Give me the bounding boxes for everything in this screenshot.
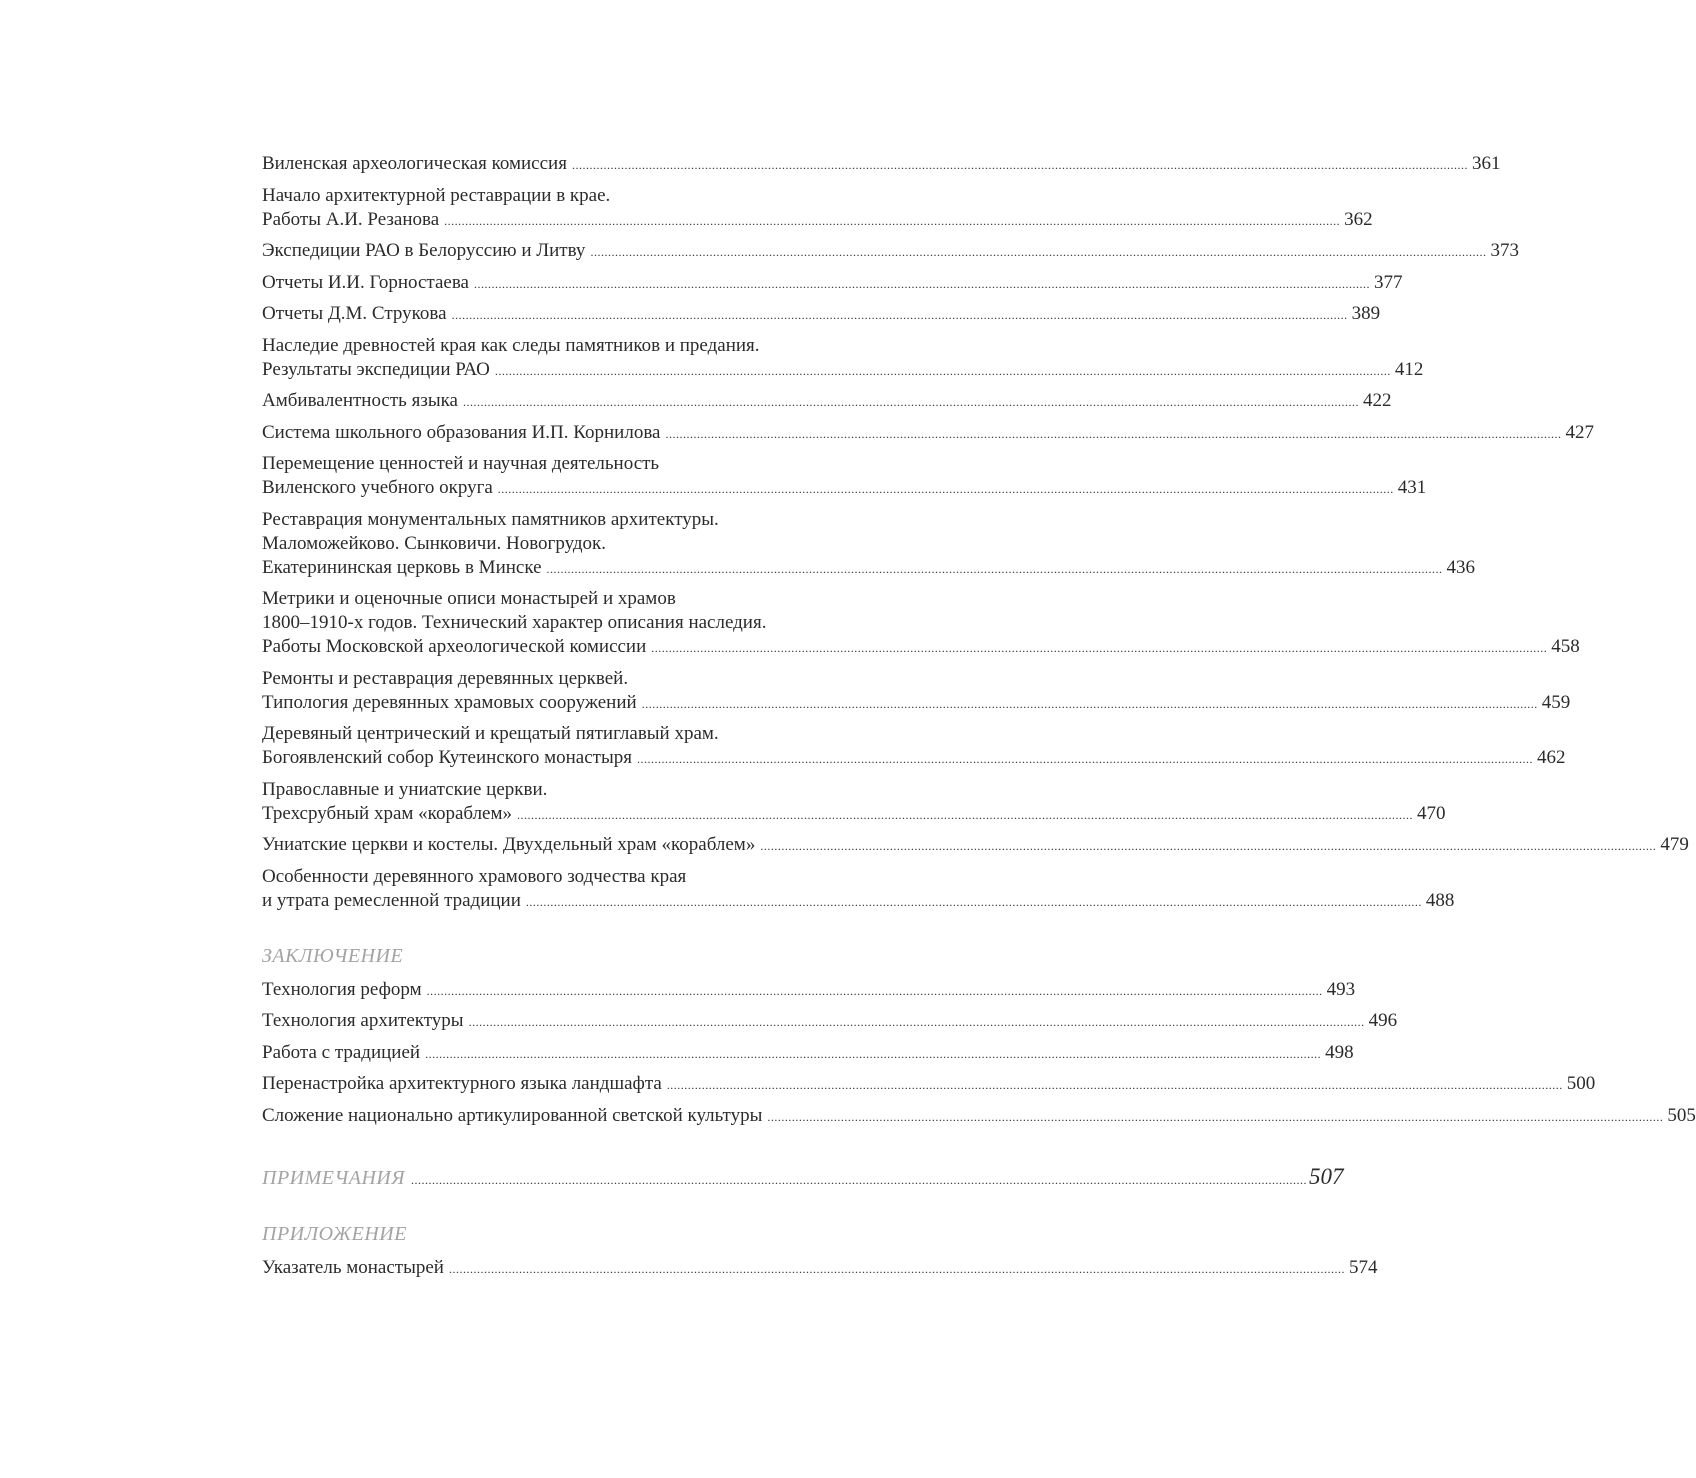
toc-entry-last-line <box>262 635 1580 660</box>
toc-entry-title-line: Метрики и оценочные описи монастырей и храмов <box>262 588 676 609</box>
toc-entry-title-line: Ремонты и реставрация деревянных церквей. <box>262 667 629 689</box>
page-number: 458 <box>1551 636 1580 657</box>
dot-leader <box>427 979 1323 1003</box>
toc-entry[interactable] <box>262 452 1427 501</box>
toc-entry-title-line: Результаты экспедиции РАО <box>262 358 490 380</box>
page-number: 500 <box>1566 1073 1596 1094</box>
toc-entry-title-line: Отчеты Д.М. Струкова <box>262 303 447 324</box>
toc-entry-notes[interactable] <box>262 1163 1344 1192</box>
toc-entry-last-line <box>262 208 1373 233</box>
dot-leader <box>498 477 1394 501</box>
page-number: 389 <box>1351 303 1381 324</box>
section-heading-conclusion: ЗАКЛЮЧЕНИЕ <box>262 944 404 967</box>
toc-entry-last-line <box>262 978 1356 1003</box>
toc-entry[interactable] <box>262 722 1566 771</box>
toc-entry[interactable] <box>262 778 1446 827</box>
dot-leader <box>760 834 1656 858</box>
toc-entry[interactable] <box>262 833 1689 858</box>
toc-entry-title-line: Екатерининская церковь в Минске <box>262 556 542 578</box>
section-heading-appendix: ПРИЛОЖЕНИЕ <box>262 1222 407 1245</box>
dot-leader <box>469 1010 1365 1034</box>
dot-leader <box>572 153 1468 177</box>
toc-entry[interactable] <box>262 152 1501 177</box>
toc-entry-title-line: Деревяный центрический и крещатый пятиглавый храм. <box>262 723 719 744</box>
toc-entry-title-line: Система школьного образования И.П. Корнилова <box>262 421 661 443</box>
toc-entry-title-line: Трехсрубный храм «кораблем» <box>262 802 513 824</box>
toc-entry-title-line: Технология реформ <box>262 978 422 1000</box>
dot-leader <box>425 1042 1321 1066</box>
dot-leader <box>452 303 1348 327</box>
toc-entry-title-line: Маломожейково. Сынковичи. Новогрудок. <box>262 532 607 554</box>
page-number: 470 <box>1417 802 1446 824</box>
page-number: 493 <box>1326 978 1356 1000</box>
toc-entry-title-line: 1800–1910-х годов. Технический характер описания наследия. <box>262 612 767 633</box>
page-number: 422 <box>1362 390 1392 411</box>
toc-entry[interactable] <box>262 421 1594 446</box>
toc-entry-title-line: и утрата ремесленной традиции <box>262 889 521 911</box>
toc-group-conclusion <box>262 978 1696 1129</box>
toc-entry-title-line: Экспедиции РАО в Белоруссию и Литву <box>262 240 586 261</box>
toc-entry[interactable] <box>262 1256 1378 1281</box>
toc-entry-title-line: Особенности деревянного храмового зодчества края <box>262 865 687 887</box>
page-number: 574 <box>1348 1256 1378 1278</box>
page-number: 431 <box>1397 477 1427 498</box>
toc-entry-title-line: Работа с традицией <box>262 1041 421 1063</box>
dot-leader <box>474 272 1370 296</box>
toc-entry-last-line <box>262 1072 1596 1097</box>
toc-group-main <box>262 152 1689 914</box>
toc-entry-title-line: Униатские церкви и костелы. Двухдельный храм «кораблем» <box>262 834 756 855</box>
toc-entry-last-line <box>262 389 1392 414</box>
toc-entry-last-line <box>262 239 1519 264</box>
dot-leader <box>444 209 1340 233</box>
toc-entry-title-line: Виленская археологическая комиссия <box>262 153 567 174</box>
page-number: 479 <box>1660 834 1689 855</box>
toc-entry[interactable] <box>262 1104 1696 1129</box>
dot-leader <box>642 692 1538 716</box>
page-number: 507 <box>1309 1163 1344 1189</box>
toc-group-appendix <box>262 1256 1378 1281</box>
toc-entry-last-line <box>262 1256 1378 1281</box>
dot-leader <box>590 240 1486 264</box>
toc-entry-title-line: Амбивалентность языка <box>262 390 458 411</box>
page-number: 488 <box>1425 889 1455 911</box>
section-heading-notes: ПРИМЕЧАНИЯ <box>262 1166 406 1189</box>
dot-leader <box>495 359 1391 383</box>
toc-entry[interactable] <box>262 302 1381 327</box>
page-number: 373 <box>1490 240 1519 261</box>
toc-entry-title-line: Богоявленский собор Кутеинского монастыря <box>262 747 632 768</box>
dot-leader <box>517 803 1413 827</box>
toc-entry[interactable] <box>262 667 1571 716</box>
dot-leader <box>667 1073 1563 1097</box>
toc-entry-title-line: Начало архитектурной реставрации в крае. <box>262 184 611 206</box>
dot-leader <box>767 1105 1663 1129</box>
page-number: 377 <box>1373 271 1403 293</box>
dot-leader <box>547 557 1443 581</box>
toc-entry-title-line: Типология деревянных храмовых сооружений <box>262 691 637 713</box>
toc-entry-title-line: Работы Московской археологической комиссии <box>262 636 647 657</box>
toc-entry[interactable] <box>262 1072 1596 1097</box>
toc-entry[interactable] <box>262 978 1356 1003</box>
page-number: 427 <box>1565 421 1594 443</box>
toc-entry[interactable] <box>262 865 1455 914</box>
toc-entry-last-line <box>262 358 1424 383</box>
page-number: 462 <box>1536 747 1566 768</box>
toc-entry-title-line: Отчеты И.И. Горностаева <box>262 271 469 293</box>
toc-entry-last-line <box>262 302 1381 327</box>
page-number: 362 <box>1344 208 1373 230</box>
page-number: 436 <box>1446 556 1476 578</box>
toc-entry[interactable] <box>262 508 1476 581</box>
toc-entry[interactable] <box>262 239 1519 264</box>
dot-leader <box>665 422 1561 446</box>
toc-entry-last-line <box>262 833 1689 858</box>
toc-entry-title-line: Перемещение ценностей и научная деятельность <box>262 453 660 474</box>
dot-leader <box>526 890 1422 914</box>
toc-entry-title-line: Реставрация монументальных памятников архитектуры. <box>262 508 719 530</box>
toc-entry[interactable] <box>262 271 1403 296</box>
page-number: 459 <box>1541 691 1571 713</box>
toc-entry-title-line: Наследие древностей края как следы памятников и предания. <box>262 334 760 356</box>
dot-leader <box>463 390 1359 414</box>
toc-entry-last-line <box>262 889 1455 914</box>
toc-entry-last-line <box>262 271 1403 296</box>
dot-leader <box>411 1168 1307 1192</box>
toc-entry-last-line <box>262 556 1476 581</box>
toc-entry-title-line: Православные и униатские церкви. <box>262 778 548 800</box>
toc-entry[interactable] <box>262 389 1392 414</box>
toc-entry-last-line <box>262 1104 1696 1129</box>
dot-leader <box>449 1257 1345 1281</box>
toc-entry-title-line: Перенастройка архитектурного языка ландшафта <box>262 1073 662 1094</box>
toc-entry-title-line: Указатель монастырей <box>262 1256 444 1278</box>
page-number: 496 <box>1368 1010 1398 1031</box>
toc-entry[interactable] <box>262 334 1424 383</box>
toc-entry-last-line <box>262 1009 1398 1034</box>
toc-entry[interactable] <box>262 587 1580 660</box>
toc-entry[interactable] <box>262 1009 1398 1034</box>
page-number: 412 <box>1394 358 1424 380</box>
toc-entry[interactable] <box>262 1041 1354 1066</box>
toc-entry-last-line <box>262 746 1566 771</box>
toc-entry[interactable] <box>262 184 1373 233</box>
toc-entry-title-line: Сложение национально артикулированной светской культуры <box>262 1104 763 1126</box>
toc-entry-last-line <box>262 802 1446 827</box>
toc-entry-last-line <box>262 691 1571 716</box>
toc-entry-title-line: Виленского учебного округа <box>262 477 493 498</box>
dot-leader <box>651 636 1547 660</box>
page-number: 361 <box>1471 153 1501 174</box>
toc-entry-title-line: Технология архитектуры <box>262 1010 464 1031</box>
page-number: 505 <box>1667 1104 1696 1126</box>
toc-entry-title-line: Работы А.И. Резанова <box>262 208 440 230</box>
toc-entry-last-line <box>262 152 1501 177</box>
dot-leader <box>637 747 1533 771</box>
toc-entry-last-line <box>262 476 1427 501</box>
toc-entry-last-line <box>262 421 1594 446</box>
page-number: 498 <box>1325 1041 1354 1063</box>
table-of-contents <box>262 152 1696 1287</box>
toc-entry-last-line <box>262 1041 1354 1066</box>
